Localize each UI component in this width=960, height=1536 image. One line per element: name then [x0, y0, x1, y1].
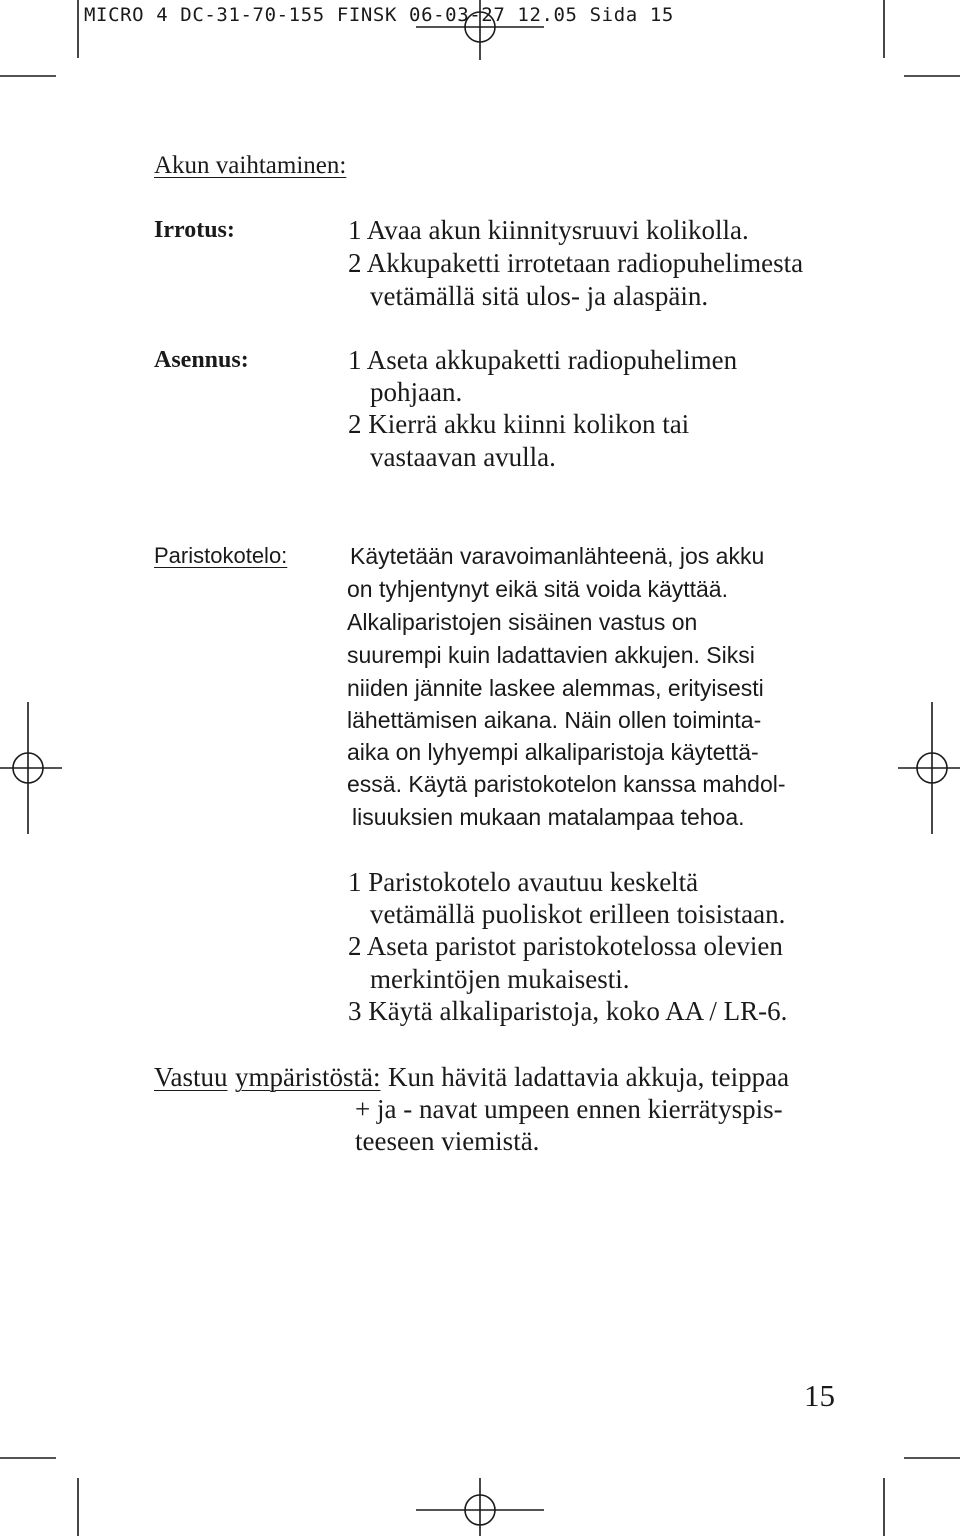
- environment-line-2: + ja - navat umpeen ennen kierrätyspis-: [355, 1094, 783, 1124]
- battery-box-paragraph-4: suurempi kuin ladattavien akkujen. Siksi: [347, 642, 755, 668]
- battery-step-1: 1 Paristokotelo avautuu keskeltä: [348, 867, 699, 897]
- section-title: Akun vaihtaminen:: [154, 152, 347, 179]
- battery-box-paragraph-7: aika on lyhyempi alkaliparistoja käytettä-: [347, 739, 759, 765]
- install-line-4: vastaavan avulla.: [370, 442, 556, 472]
- install-label: Asennus:: [154, 347, 249, 373]
- environment-line-1: Kun hävitä ladattavia akkuja, teippaa: [388, 1062, 790, 1092]
- battery-box-label: Paristokotelo:: [154, 543, 288, 568]
- battery-box-paragraph-6: lähettämisen aikana. Näin ollen toiminta-: [347, 707, 762, 733]
- removal-line-3: vetämällä sitä ulos- ja alaspäin.: [370, 281, 709, 311]
- battery-box-paragraph-2: on tyhjentynyt eikä sitä voida käyttää.: [347, 576, 728, 602]
- environment-line-3: teeseen viemistä.: [355, 1126, 540, 1156]
- install-line-3: 2 Kierrä akku kiinni kolikon tai: [348, 409, 690, 439]
- removal-line-1: 1 Avaa akun kiinnitysruuvi kolikolla.: [348, 215, 749, 245]
- battery-step-2: 2 Aseta paristot paristokotelossa olevien: [348, 931, 783, 961]
- battery-box-paragraph-9: lisuuksien mukaan matalampaa tehoa.: [352, 804, 745, 830]
- environment-label-1: Vastuu: [154, 1062, 228, 1092]
- battery-step-3: 3 Käytä alkaliparistoja, koko AA / LR-6.: [348, 996, 788, 1026]
- battery-box-paragraph-3: Alkaliparistojen sisäinen vastus on: [347, 609, 698, 635]
- battery-box-paragraph-8: essä. Käytä paristokotelon kanssa mahdol-: [347, 771, 786, 797]
- battery-step-2-cont: merkintöjen mukaisesti.: [370, 964, 630, 994]
- install-line-1: 1 Aseta akkupaketti radiopuhelimen: [348, 345, 738, 375]
- page-number: 15: [804, 1378, 835, 1413]
- removal-line-2: 2 Akkupaketti irrotetaan radiopuhelimesta: [348, 248, 804, 278]
- removal-label: Irrotus:: [154, 217, 235, 243]
- install-line-2: pohjaan.: [370, 377, 463, 407]
- battery-box-paragraph-1: Käytetään varavoimanlähteenä, jos akku: [350, 543, 765, 569]
- environment-label-2: ympäristöstä:: [235, 1062, 381, 1092]
- print-slug: MICRO 4 DC-31-70-155 FINSK 06-03-27 12.05 Sida 15: [84, 4, 674, 26]
- battery-step-1-cont: vetämällä puoliskot erilleen toisistaan.: [370, 899, 786, 929]
- battery-box-paragraph-5: niiden jännite laskee alemmas, erityisesti: [347, 675, 764, 701]
